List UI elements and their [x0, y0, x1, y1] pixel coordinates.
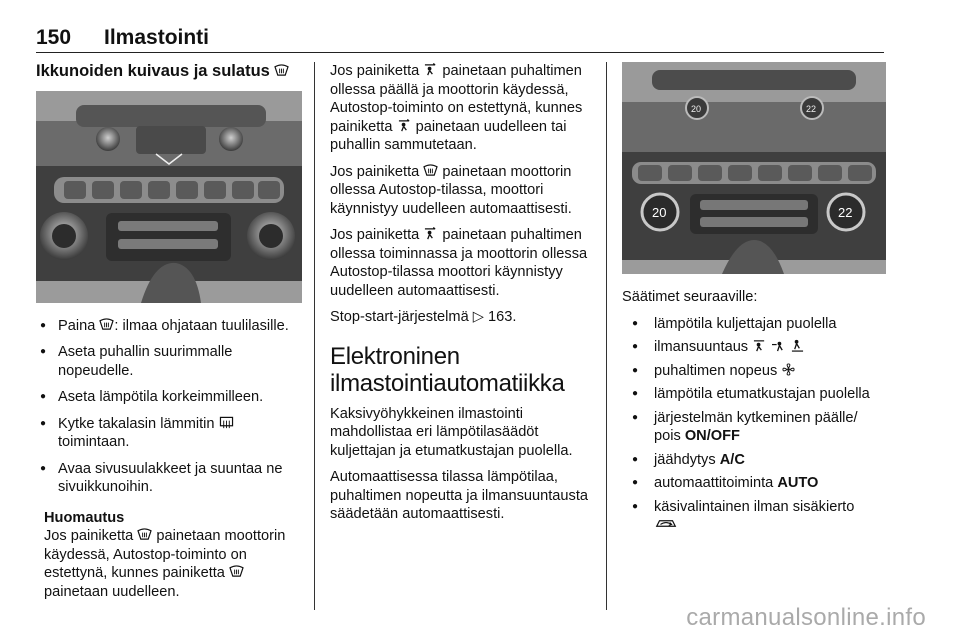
page-number: 150 — [36, 26, 72, 49]
head-air-icon — [771, 339, 786, 352]
page-header — [36, 26, 884, 53]
windscreen-air-icon — [423, 63, 438, 76]
console-photo — [36, 91, 302, 303]
foot-air-icon — [790, 339, 805, 352]
windscreen-air-icon — [423, 227, 438, 240]
column-1 — [36, 62, 302, 601]
svg-text:22: 22 — [806, 104, 817, 114]
controls-list — [622, 315, 886, 535]
column-divider — [606, 62, 607, 610]
windscreen-defrost-icon — [423, 164, 438, 177]
note-text: Jos painiketta painetaan moottorin käydessä, Autostop-toiminto on estettynä, kunnes painiketta painetaan uudelleen. — [44, 528, 286, 600]
list-item: ● lämpötila kuljettajan puolella — [622, 315, 886, 334]
section-heading: Elektroninen ilmastointiautomatiikka — [330, 342, 565, 397]
list-item: ● jäähdytys A/C — [622, 451, 886, 470]
paragraph: Jos painiketta painetaan moottorin ollessa Autostop-tilassa, moottori käynnistyy uudelleen automaattisesti. — [330, 163, 572, 217]
list-item: ● ilmansuuntaus — [622, 338, 886, 357]
windscreen-air-icon — [397, 119, 412, 132]
windscreen-defrost-icon — [229, 565, 244, 578]
list-item: ● Aseta lämpötila korkeimmilleen. — [36, 388, 302, 407]
fan-icon — [781, 363, 796, 376]
column-3 — [622, 62, 886, 540]
recirculation-icon — [654, 517, 678, 530]
paragraph: Jos painiketta painetaan puhaltimen ollessa päällä ja moottorin käydessä, Autostop-toiminto on estettynä, kunnes painiketta painetaan uudelleen tai puhallin sammutetaan. — [330, 63, 583, 153]
paragraph: Automaattisessa tilassa lämpötilaa, puhaltimen nopeutta ja ilmansuuntausta säädetään automaattisesti. — [330, 469, 588, 522]
list-item: ● Paina : ilmaa ohjataan tuulilasille. — [36, 317, 302, 336]
page-ref-arrow-icon: ▷ — [472, 309, 484, 325]
cross-reference: Stop-start-järjestelmä ▷ 163. — [330, 309, 517, 325]
right-temp-display: 22 — [838, 205, 853, 220]
list-item: ● Kytke takalasin lämmitin toimintaan. — [36, 415, 302, 452]
list-item: ● lämpötila etumatkustajan puolella — [622, 385, 886, 404]
paragraph: Jos painiketta painetaan puhaltimen ollessa toiminnassa ja moottorin ollessa Autostop-tilassa moottori käynnistyy uudelleen automaattisesti. — [330, 227, 588, 299]
windscreen-defrost-icon — [274, 64, 289, 77]
list-item: ● Aseta puhallin suurimmalle nopeudelle. — [36, 343, 302, 380]
list-item: ● käsivalintainen ilman sisäkierto — [622, 498, 886, 535]
note-box — [36, 509, 302, 602]
rear-window-heater-icon — [219, 416, 234, 429]
page-ref-link[interactable]: 163. — [488, 309, 517, 325]
list-item: ● järjestelmän kytkeminen päälle/ pois ON/OFF — [622, 409, 886, 446]
list-item: ● Avaa sivusuulakkeet ja suuntaa ne sivuikkunoihin. — [36, 460, 302, 497]
section-heading: Ikkunoiden kuivaus ja sulatus — [36, 62, 302, 81]
list-intro: Säätimet seuraaville: — [622, 289, 758, 305]
climate-panel-photo — [622, 62, 886, 274]
instruction-list — [36, 317, 302, 497]
windscreen-defrost-icon — [99, 318, 114, 331]
column-2 — [330, 62, 596, 532]
list-item: ● puhaltimen nopeus — [622, 362, 886, 381]
list-item: ● automaattitoiminta AUTO — [622, 474, 886, 493]
paragraph: Kaksivyöhykkeinen ilmastointi mahdollistaa eri lämpötilasäädöt kuljettajan ja etumatkustajan puolella. — [330, 405, 573, 459]
left-temp-display: 20 — [652, 205, 667, 220]
watermark: carmanualsonline.info — [686, 604, 926, 631]
windscreen-defrost-icon — [137, 528, 152, 541]
column-divider — [314, 62, 315, 610]
svg-text:20: 20 — [691, 104, 702, 114]
windscreen-air-icon — [752, 339, 767, 352]
page-title: Ilmastointi — [104, 26, 210, 49]
note-heading: Huomautus — [44, 509, 125, 526]
